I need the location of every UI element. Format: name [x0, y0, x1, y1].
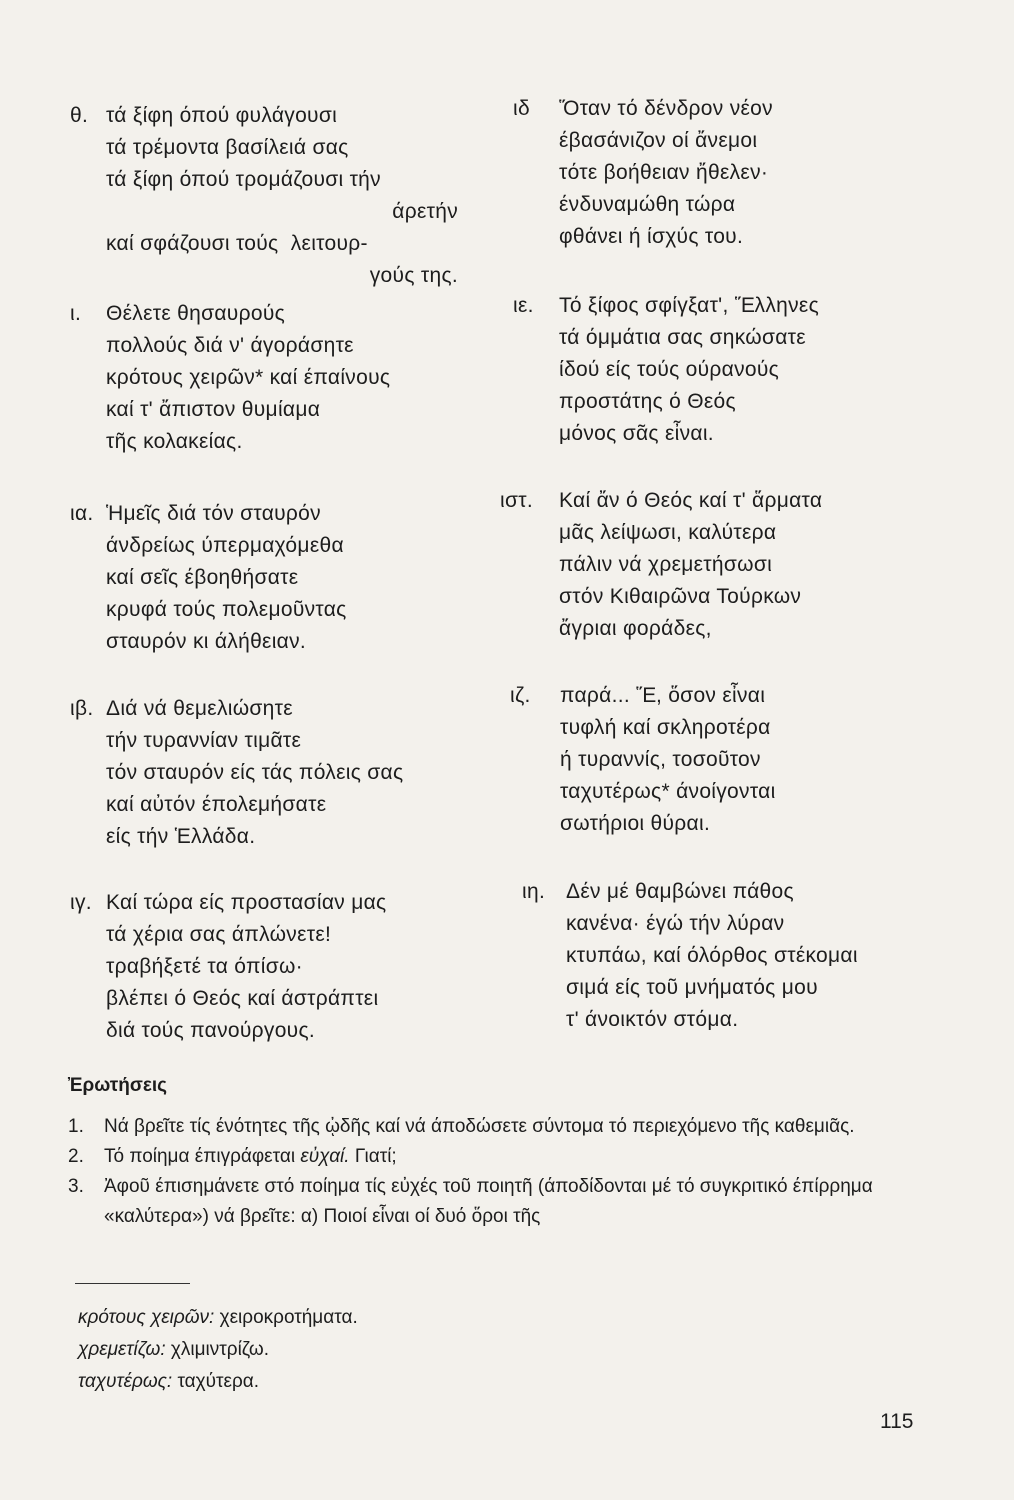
verse-line: φθάνει ή ίσχύς του. [559, 225, 744, 248]
question-number: 3. [68, 1176, 84, 1197]
verse-line: ή τυραννίς, τοσοῦτον [560, 748, 761, 771]
verse-line: καί σεῖς έβοηθήσατε [106, 566, 299, 589]
verse-line: κανένα· έγώ τήν λύραν [566, 912, 785, 935]
footnote [78, 1302, 358, 1334]
questions-list [68, 1112, 928, 1232]
verse-line: τήν τυραννίαν τιμᾶτε [106, 729, 302, 752]
footnote-term: κρότους χειρῶν: [78, 1307, 215, 1328]
verse-line: σωτήριοι θύραι. [560, 812, 711, 835]
verse-line: Τό ξίφος σφίγξατ', Ἕλληνες [559, 294, 819, 317]
verse-line: τά όμμάτια σας σηκώσατε [559, 326, 806, 349]
question-text: Γιατί; [349, 1146, 397, 1167]
question-item [68, 1172, 928, 1232]
verse-line: τόν σταυρόν είς τάς πόλεις σας [106, 761, 404, 784]
verse-line: μᾶς λείψωσι, καλύτερα [559, 521, 777, 544]
verse-line: καί αὐτόν έπολεμήσατε [106, 793, 327, 816]
verse-line: ένδυναμώθη τώρα [559, 193, 736, 216]
verse-line: τυφλή καί σκληροτέρα [560, 716, 771, 739]
stanza-number: ιδ [513, 97, 530, 120]
stanza-number: ιζ. [510, 684, 531, 707]
verse-line: τά χέρια σας άπλώνετε! [106, 923, 332, 946]
verse-line: έβασάνιζον οί ἄνεμοι [559, 129, 758, 152]
verse-line: Διά νά θεμελιώσητε [106, 697, 293, 720]
verse-line: Καί ἄν ό Θεός καί τ' ἅρματα [559, 489, 823, 512]
question-italic-term: εὐχαί. [300, 1146, 350, 1167]
question-text: Ἀφοῦ έπισημάνετε στό ποίημα τίς εὐχές τοῦ ποιητῆ (άποδίδονται μέ τό συγκριτικό έπίρρημα «καλύτερα») νά βρεῖτε: α) Ποιοί εἶναι οί δυό ὅροι τῆς [104, 1176, 873, 1227]
footnote [78, 1334, 358, 1366]
verse-line: τά τρέμοντα βασίλειά σας [106, 136, 349, 159]
verse-line: γούς της. [369, 264, 458, 287]
verse-line: παρά... Ἕ, ὅσον εἶναι [560, 684, 766, 707]
footnote-definition: χειροκροτήματα. [219, 1307, 358, 1328]
verse-line: άρετήν [392, 200, 458, 223]
questions-heading: Ἐρωτήσεις [68, 1075, 168, 1096]
question-number: 1. [68, 1116, 84, 1137]
verse-line: Δέν μέ θαμβώνει πάθος [566, 880, 794, 903]
verse-line: προστάτης ό Θεός [559, 390, 736, 413]
verse-line: ἄγριαι φοράδες, [559, 617, 712, 640]
verse-line: καί τ' ἄπιστον θυμίαμα [106, 398, 321, 421]
verse-line: σιμά είς τοῦ μνήματός μου [566, 976, 818, 999]
verse-line: τ' άνοικτόν στόμα. [566, 1008, 739, 1031]
verse-line: τῆς κολακείας. [106, 430, 243, 453]
verse-line: στόν Κιθαιρῶνα Τούρκων [559, 585, 802, 608]
verse-line: καί σφάζουσι τούς λειτουρ- [106, 232, 368, 255]
verse-line: πάλιν νά χρεμετήσωσι [559, 553, 773, 576]
verse-line: βλέπει ό Θεός καί άστράπτει [106, 987, 379, 1010]
verse-line: σταυρόν κι άλήθειαν. [106, 630, 307, 653]
question-text: Τό ποίημα έπιγράφεται [104, 1146, 301, 1167]
verse-line: διά τούς πανούργους. [106, 1019, 316, 1042]
verse-line: κρότους χειρῶν* καί έπαίνους [106, 366, 391, 389]
stanza-number: θ. [70, 104, 89, 127]
footnote-definition: ταχύτερα. [177, 1371, 260, 1392]
verse-line: τά ξίφη όπού φυλάγουσι [106, 104, 338, 127]
footnote-definition: χλιμιντρίζω. [170, 1339, 270, 1360]
verse-line: ταχυτέρως* άνοίγονται [560, 780, 776, 803]
verse-line: άνδρείως ύπερμαχόμεθα [106, 534, 344, 557]
stanza-number: ιβ. [70, 697, 94, 720]
verse-line: τραβήξετέ τα όπίσω· [106, 955, 303, 978]
verse-line: τότε βοήθειαν ἤθελεν· [559, 161, 769, 184]
verse-line: κτυπάω, καί όλόρθος στέκομαι [566, 944, 858, 967]
verse-line: είς τήν Ἑλλάδα. [106, 825, 256, 848]
stanza-number: ιε. [513, 294, 534, 317]
question-item [68, 1112, 928, 1142]
verse-line: κρυφά τούς πολεμοῦντας [106, 598, 347, 621]
verse-line: ίδού είς τούς ούρανούς [559, 358, 780, 381]
footnote [78, 1366, 358, 1398]
question-item [68, 1142, 928, 1172]
verse-line: πολλούς διά ν' άγοράσητε [106, 334, 354, 357]
stanza-number: ια. [70, 502, 94, 525]
footnote-term: χρεμετίζω: [78, 1339, 166, 1360]
verse-line: Καί τώρα είς προστασίαν μας [106, 891, 387, 914]
question-text: Νά βρεῖτε τίς ένότητες τῆς ᾠδῆς καί νά άποδώσετε σύντομα τό περιεχόμενο τῆς καθεμιᾶς. [104, 1116, 855, 1137]
verse-line: μόνος σᾶς εἶναι. [559, 422, 714, 445]
question-number: 2. [68, 1146, 84, 1167]
page-number: 115 [880, 1410, 914, 1433]
verse-line: Ἡμεῖς διά τόν σταυρόν [106, 502, 321, 525]
footnotes [78, 1302, 358, 1398]
stanza-number: ι. [70, 302, 82, 325]
stanza-number: ιγ. [70, 891, 92, 914]
verse-line: Ὅταν τό δένδρον νέον [559, 97, 773, 120]
stanza-number: ιστ. [500, 489, 533, 512]
verse-line: Θέλετε θησαυρούς [106, 302, 286, 325]
footnote-divider [75, 1283, 190, 1284]
footnote-term: ταχυτέρως: [78, 1371, 173, 1392]
stanza-number: ιη. [522, 880, 546, 903]
verse-line: τά ξίφη όπού τρομάζουσι τήν [106, 168, 381, 191]
